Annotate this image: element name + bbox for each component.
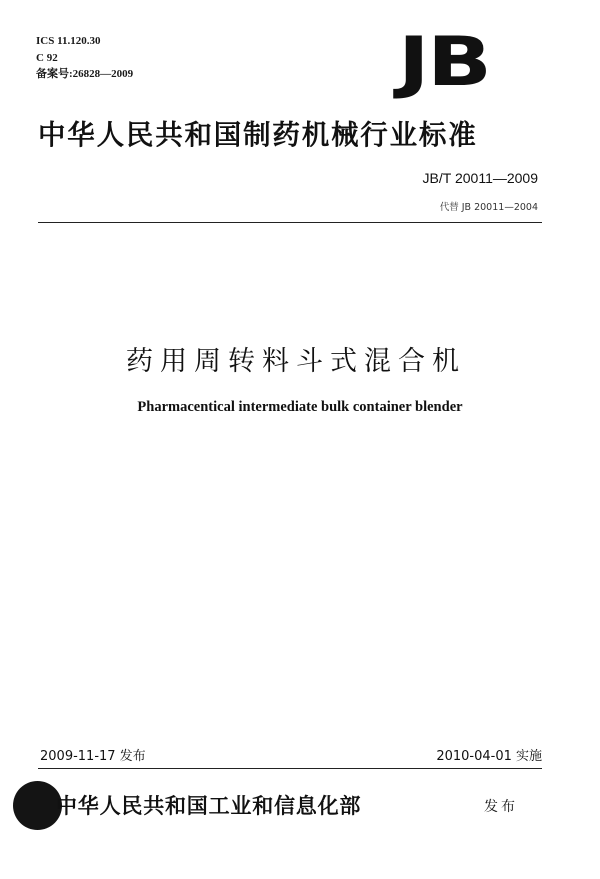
replaces-standard: 代替 JB 20011—2004 xyxy=(439,202,538,213)
document-title-english: Pharmacentical intermediate bulk container blender xyxy=(137,399,463,415)
issue-label: 发布 xyxy=(484,799,518,815)
seal-stamp xyxy=(13,781,62,830)
document-title-chinese: 药用周转料斗式混合机 xyxy=(126,346,466,377)
standard-category-title: 中华人民共和国制药机械行业标准 xyxy=(38,119,478,151)
ics-code: ICS 11.120.30 xyxy=(36,35,101,47)
jb-logo: JB xyxy=(398,23,490,102)
implementation-date: 2010-04-01 实施 xyxy=(436,749,542,764)
ccs-code: C 92 xyxy=(36,52,58,64)
standard-number: JB/T 20011—2009 xyxy=(422,170,538,186)
issuing-authority: 中华人民共和国工业和信息化部 xyxy=(56,794,362,818)
release-date: 2009-11-17 发布 xyxy=(40,749,146,764)
top-divider xyxy=(38,222,542,223)
bottom-divider xyxy=(38,768,542,769)
record-number: 备案号:26828—2009 xyxy=(36,68,134,80)
